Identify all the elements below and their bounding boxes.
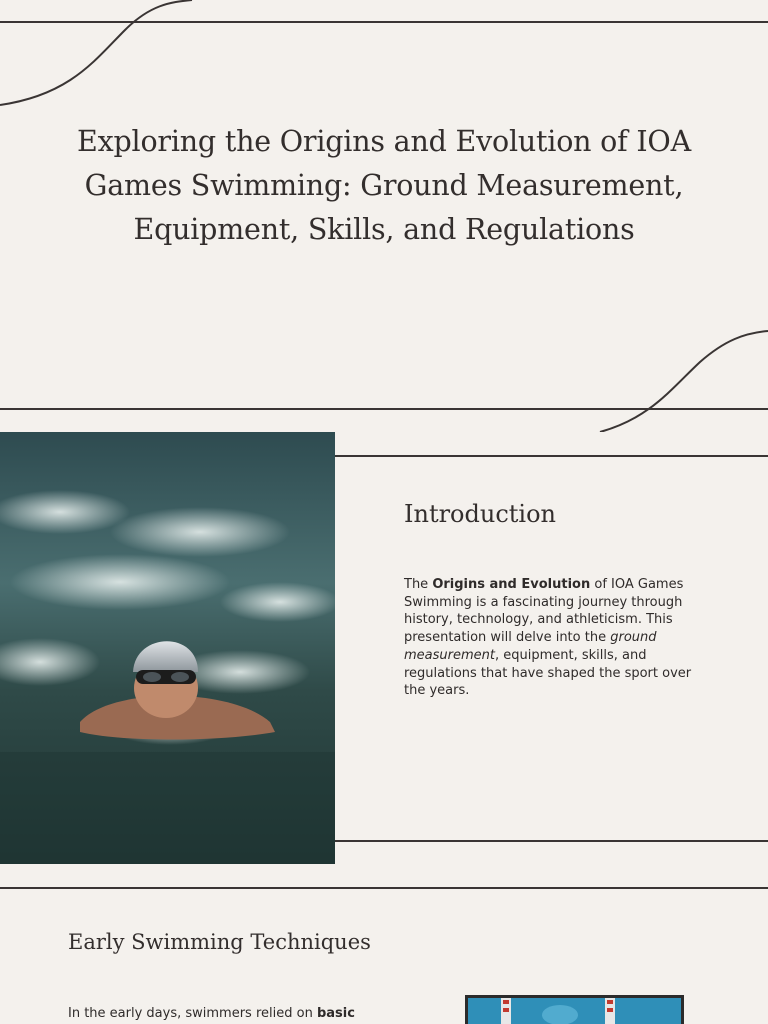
introduction-paragraph [404, 576, 714, 700]
early-techniques-heading: Early Swimming Techniques [68, 930, 371, 954]
title-slide [0, 0, 768, 432]
introduction-heading: Introduction [404, 500, 556, 528]
top-divider-line [0, 887, 768, 889]
bold-text-run: basic [316, 1006, 355, 1021]
pool-lane-photo [465, 995, 684, 1024]
early-techniques-slide [0, 864, 768, 1024]
presentation-title: Exploring the Origins and Evolution of IOA Games Swimming: Ground Measurement, Equipment, Skills, and Regulations [77, 125, 691, 246]
early-techniques-paragraph [68, 1006, 355, 1021]
bold-text-run: Origins and Evolution [432, 577, 591, 592]
italic-text-run: ground measurement [404, 630, 657, 663]
swimmer-photo [0, 432, 335, 864]
introduction-slide [0, 432, 768, 864]
text-run: , equipment, skills, and regulations that have shaped the sport over the years. [404, 647, 692, 699]
text-run: The [404, 577, 433, 592]
text-run: of IOA Games Swimming is a fascinating journey through history, technology, and athleticism. This presentation will delve into the [404, 577, 684, 646]
text-run: In the early days, swimmers relied on [68, 1006, 317, 1021]
